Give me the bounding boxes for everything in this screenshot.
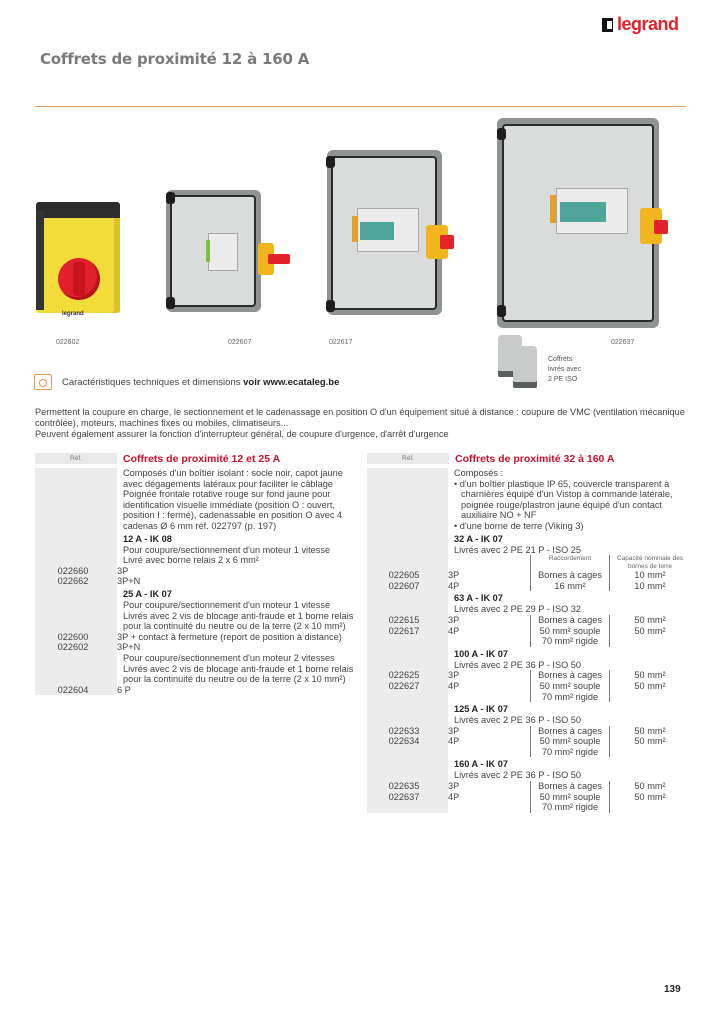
image-caption: 022617 [329, 339, 353, 346]
bullet-item: • d'un boîtier plastique IP 65, couvercle transparent à charnières équipé d'un Vistop à commande latérale, poignée rouge/plastron jaune équipé d'un contact auxiliaire NO + NF [454, 478, 673, 521]
page-number: 139 [664, 984, 681, 995]
table-32-160a: Réf. Coffrets de proximité 32 à 160 A Composés : • d'un boîtier plastique IP 65, couvercle transparent à charnières équipé d'un Vistop à commande latérale, poignée rouge/plastron jaune équipé d'un contact auxiliaire NO + NF • d'une borne de terre (Viking 3) 32 A - IK 07 Livrés avec 2 PE 21 P - ISO 25 Raccordement Capacité nominale des bornes de terre 022605 3P Bornes à cages 10 mm² 022607 4P 16 mm² 10 mm² 63 A - IK 07 Livrés avec 2 PE 29 P - ISO 32 022615 3P Bornes à cages 50 mm² 022617 4P 50 mm² souple 50 mm² 70 mm² rigide 100 A - IK 07 Livrés avec 2 PE 36 P - ISO 50 022625 3P Bornes à cages 50 mm² 022627 4P 50 mm² souple 50 mm² 70 mm² rigide 125 A - IK 07 Livrés avec 2 PE 36 P - ISO 50 022633 3P Bornes à cages 50 mm² 022634 4P 50 mm² souple 50 mm² 70 mm² rigide 160 A - IK 07 Livrés avec 2 PE 36 P - ISO 50 022635 3P Bornes à cages 50 mm² 022637 4P 50 mm² souple 50 mm² 70 mm² rigide [367, 452, 690, 813]
title-divider [35, 106, 686, 107]
legrand-logo [602, 14, 679, 35]
section-heading: 125 A - IK 07 [454, 704, 508, 715]
table-row: 022660 3P [57, 565, 129, 576]
image-caption: 022607 [228, 339, 252, 346]
ref-column [367, 468, 448, 813]
gland-caption: Coffrets livrés avec 2 PE ISO [548, 356, 582, 383]
table-row: 022662 3P+N [57, 576, 141, 587]
brand-name: legrand [617, 14, 679, 34]
table-row: 022604 6 P [57, 684, 131, 695]
bullet-item: • d'une borne de terre (Viking 3) [454, 520, 584, 531]
ref-column-header: Réf. [367, 453, 449, 464]
spec-table: 022633 3P Bornes à cages 50 mm² 022634 4P 50 mm² souple 50 mm² 70 mm² rigide [388, 725, 666, 757]
image-caption: 022602 [56, 339, 80, 346]
section-heading: 100 A - IK 07 [454, 648, 508, 659]
connection-header: Raccordement [530, 555, 610, 570]
image-caption: 022637 [611, 339, 635, 346]
section-heading: 32 A - IK 07 [454, 533, 503, 544]
section-heading: 25 A - IK 07 [123, 588, 172, 599]
spec-table: 022635 3P Bornes à cages 50 mm² 022637 4P 50 mm² souple 50 mm² 70 mm² rigide [388, 781, 666, 813]
page-title: Coffrets de proximité 12 à 160 A [40, 50, 310, 68]
spec-table: 022615 3P Bornes à cages 50 mm² 022617 4P 50 mm² souple 50 mm² 70 mm² rigide [388, 614, 666, 647]
tech-info-line: Caractéristiques techniques et dimensions voir www.ecataleg.be [62, 377, 340, 388]
table-intro: Composés d'un boîtier isolant : socle noir, capot jaune avec dégagements latéraux pour faciliter le câblage Poignée frontale rotative rouge sur fond jaune pour identification visuelle immédiate (position O : ouvert, position I : fermé), cadenassable en position O avec 4 cadenas Ø 6 mm réf. 022797 (p. 197) [123, 468, 343, 531]
table-title: Coffrets de proximité 32 à 160 A [455, 452, 615, 465]
table-row: 022602 3P+N [57, 642, 141, 653]
ref-column-header: Réf. [35, 453, 117, 464]
catalog-search-icon [34, 374, 52, 390]
section-heading: 63 A - IK 07 [454, 593, 503, 604]
section-heading: 160 A - IK 07 [454, 759, 508, 770]
intro-text: Permettent la coupure en charge, le sectionnement et le cadenassage en position O d'un équipement situé à distance : coupure de VMC (ventilation mécanique contrôlée), moteurs, machines fixes ou mobiles, climatiseurs... Peuvent également assurer la fonction d'interrupteur général, de coupure d'urgence, d'arrêt d'urgence [35, 407, 685, 439]
section-heading: 12 A - IK 08 [123, 533, 172, 544]
legrand-mark-icon [602, 18, 613, 32]
ecataleg-link[interactable]: voir www.ecataleg.be [243, 377, 340, 388]
capacity-header: Capacité nominale des bornes de terre [616, 555, 684, 570]
spec-table: Raccordement Capacité nominale des bornes de terre 022605 3P Bornes à cages 10 mm² 022607 4P 16 mm² 10 mm² [454, 555, 690, 591]
table-12-25a: Réf. Coffrets de proximité 12 et 25 A Composés d'un boîtier isolant : socle noir, capot jaune avec dégagements latéraux pour faciliter le câblage Poignée frontale rotative rouge sur fond jaune pour identification visuelle immédiate (position O : ouvert, position I : fermé), cadenassable en position O avec 4 cadenas Ø 6 mm réf. 022797 (p. 197) 12 A - IK 08 Pour coupure/sectionnement d'un moteur 1 vitesse Livré avec borne relais 2 x 6 mm² 022660 3P 022662 3P+N 25 A - IK 07 Pour coupure/sectionnement d'un moteur 1 vitesse Livrés avec 2 vis de blocage anti-fraude et 1 borne relais pour la continuité du neutre ou de la terre (2 x 10 mm²) 022600 3P + contact à fermeture (report de position à distance) 022602 3P+N Pour coupure/sectionnement d'un moteur 2 vitesses Livrés avec 2 vis de blocage anti-fraude et 1 borne relais pour la continuité du neutre ou de la terre (2 x 10 mm²) 022604 6 P [35, 452, 358, 695]
table-row: 022600 3P + contact à fermeture (report de position à distance) [57, 631, 342, 642]
spec-table: 022625 3P Bornes à cages 50 mm² 022627 4P 50 mm² souple 50 mm² 70 mm² rigide [388, 670, 666, 702]
table-title: Coffrets de proximité 12 et 25 A [123, 452, 281, 465]
